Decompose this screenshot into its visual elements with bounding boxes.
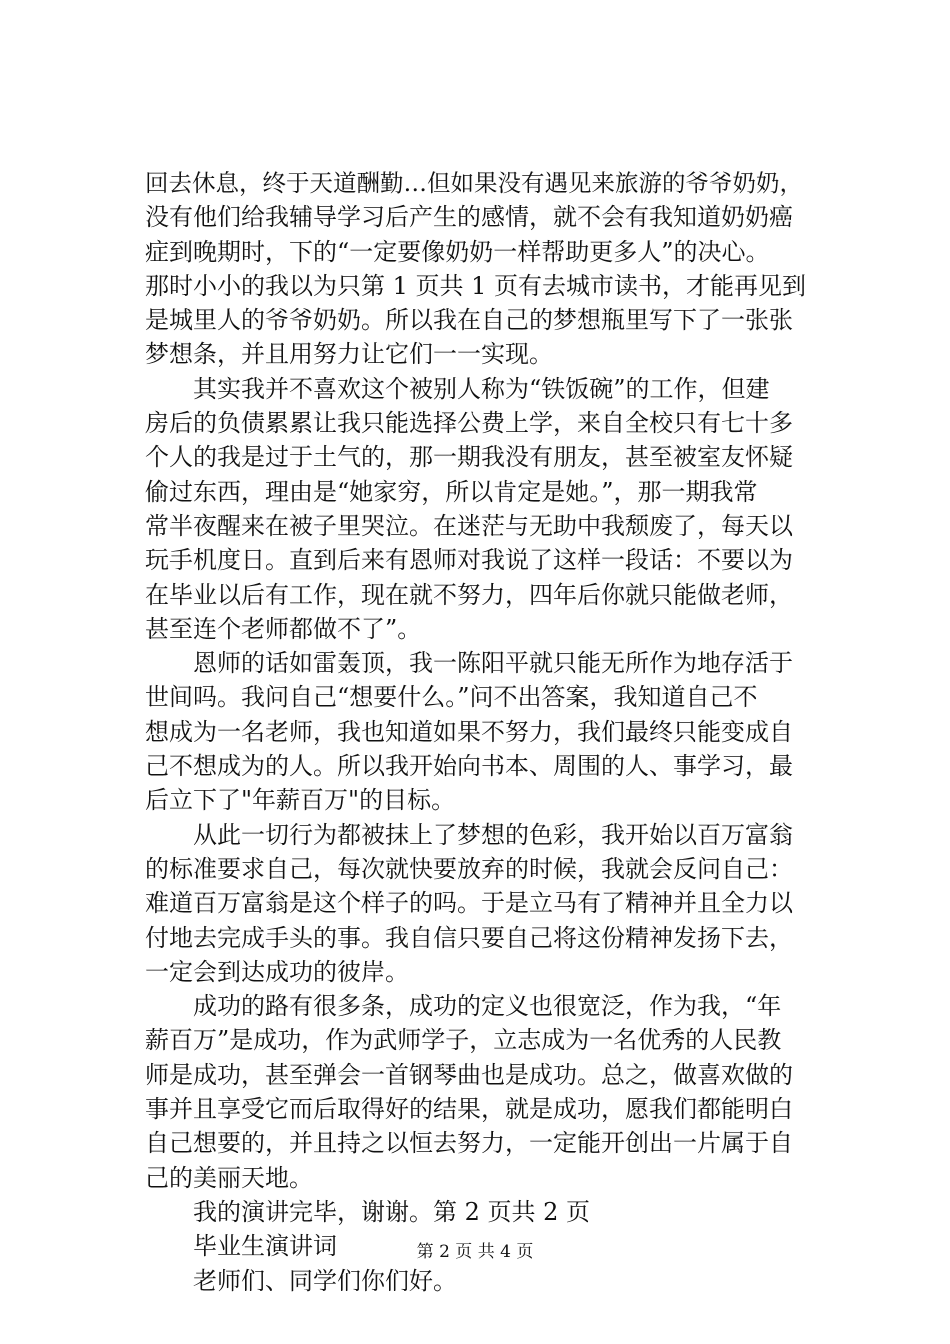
text-line: 恩师的话如雷轰顶，我一陈阳平就只能无所作为地存活于	[193, 649, 793, 678]
text-line: 付地去完成手头的事。我自信只要自己将这份精神发扬下去，	[145, 923, 793, 952]
text-line: 我的演讲完毕，谢谢。第 2 页共 2 页	[193, 1197, 591, 1226]
text-line: 己的美丽天地。	[145, 1163, 313, 1192]
text-line: 没有他们给我辅导学习后产生的感情，就不会有我知道奶奶癌	[145, 203, 793, 232]
text-line: 房后的负债累累让我只能选择公费上学，来自全校只有七十多	[145, 409, 793, 438]
text-line: 难道百万富翁是这个样子的吗。于是立马有了精神并且全力以	[145, 889, 793, 918]
text-line: 毕业生演讲词	[193, 1232, 337, 1261]
text-line: 世间吗。我问自己“想要什么。”问不出答案，我知道自己不	[145, 683, 758, 712]
text-line: 己不想成为的人。所以我开始向书本、周围的人、事学习，最	[145, 752, 793, 781]
document-body	[145, 166, 815, 1298]
text-line: 在毕业以后有工作，现在就不努力，四年后你就只能做老师，	[145, 580, 793, 609]
text-line: 薪百万”是成功，作为武师学子，立志成为一名优秀的人民教	[145, 1026, 782, 1055]
text-line: 常半夜醒来在被子里哭泣。在迷茫与无助中我颓废了，每天以	[145, 511, 793, 540]
text-line: 玩手机度日。直到后来有恩师对我说了这样一段话：不要以为	[145, 546, 793, 575]
text-line: 师是成功，甚至弹会一首钢琴曲也是成功。总之，做喜欢做的	[145, 1060, 793, 1089]
text-line: 事并且享受它而后取得好的结果，就是成功，愿我们都能明白	[145, 1095, 793, 1124]
text-line: 后立下了"年薪百万"的目标。	[145, 786, 456, 815]
text-line: 偷过东西，理由是“她家穷，所以肯定是她。”，那一期我常	[145, 477, 758, 506]
text-line: 老师们、同学们你们好。	[193, 1266, 457, 1295]
text-line: 个人的我是过于土气的，那一期我没有朋友，甚至被室友怀疑	[145, 443, 793, 472]
text-line: 想成为一名老师，我也知道如果不努力，我们最终只能变成自	[145, 717, 793, 746]
text-line: 从此一切行为都被抹上了梦想的色彩，我开始以百万富翁	[193, 820, 793, 849]
text-line: 症到晚期时，下的“一定要像奶奶一样帮助更多人”的决心。	[145, 237, 770, 266]
text-line: 回去休息，终于天道酬勤…但如果没有遇见来旅游的爷爷奶奶，	[145, 169, 803, 197]
text-line: 梦想条，并且用努力让它们一一实现。	[145, 340, 553, 369]
text-line: 是城里人的爷爷奶奶。所以我在自己的梦想瓶里写下了一张张	[145, 306, 793, 335]
text-line: 的标准要求自己，每次就快要放弃的时候，我就会反问自己：	[145, 854, 793, 883]
text-line: 成功的路有很多条，成功的定义也很宽泛，作为我，“年	[193, 992, 782, 1021]
text-line: 甚至连个老师都做不了”。	[145, 614, 422, 643]
text-line: 那时小小的我以为只第 1 页共 1 页有去城市读书，才能再见到	[145, 271, 807, 300]
page-footer: 第 2 页 共 4 页	[416, 1242, 534, 1262]
text-line: 其实我并不喜欢这个被别人称为“铁饭碗”的工作，但建	[193, 374, 770, 403]
text-line: 一定会到达成功的彼岸。	[145, 957, 409, 986]
text-line: 自己想要的，并且持之以恒去努力，一定能开创出一片属于自	[145, 1129, 793, 1158]
